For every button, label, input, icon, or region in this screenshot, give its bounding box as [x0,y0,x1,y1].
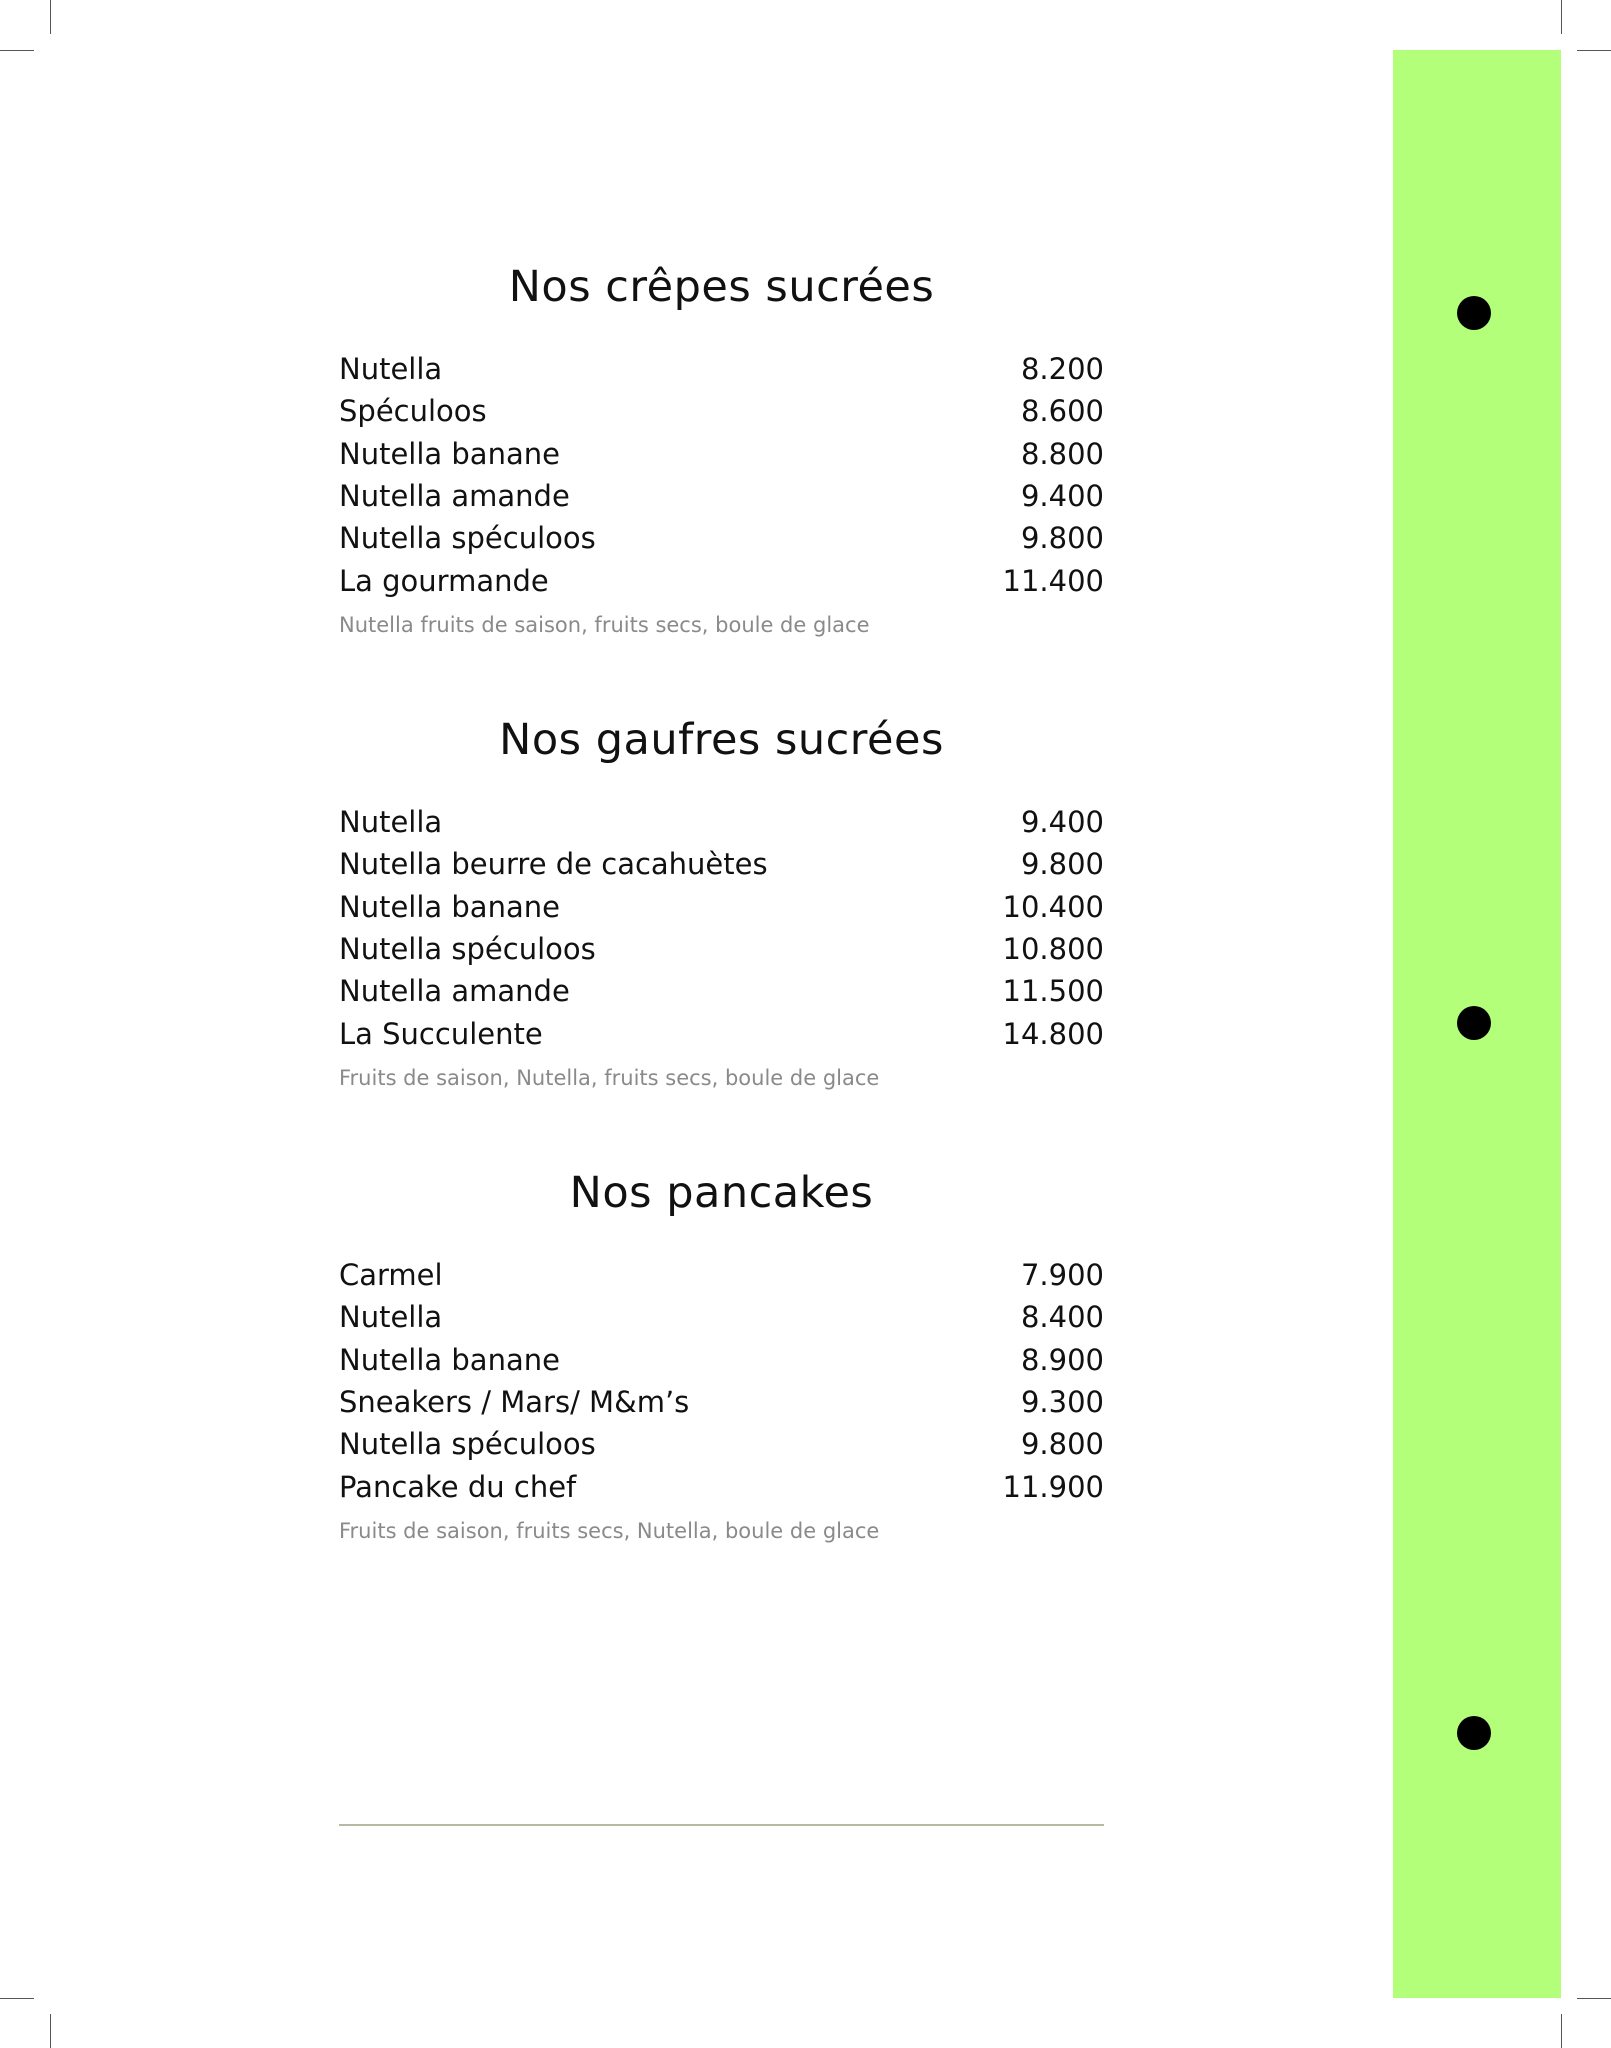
item-price: 10.400 [1002,889,1104,924]
item-name: Pancake du chef [339,1469,577,1504]
menu-item [339,1381,1104,1423]
item-price: 8.800 [1020,436,1104,471]
item-name: Nutella spéculoos [339,1427,596,1462]
section-note: Fruits de saison, Nutella, fruits secs, boule de glace [339,1065,880,1090]
item-name: Sneakers / Mars/ M&m’s [339,1384,690,1419]
menu-item [339,928,1104,970]
crop-mark-bottom-right-h [1577,1998,1611,1999]
menu-item [339,475,1104,517]
item-price: 9.800 [1020,847,1104,882]
item-name: Nutella spéculoos [339,521,596,556]
item-name: La Succulente [339,1016,543,1051]
item-name: La gourmande [339,563,549,598]
item-price: 11.400 [1002,563,1104,598]
menu-item [339,843,1104,885]
menu-item [339,1339,1104,1381]
item-name: Nutella banane [339,889,560,924]
binder-hole-top [1457,296,1491,330]
menu-item [339,1296,1104,1338]
item-price: 14.800 [1002,1016,1104,1051]
item-price: 10.800 [1002,931,1104,966]
menu-item [339,560,1104,602]
section-title: Nos crêpes sucrées [508,262,935,312]
item-price: 8.200 [1020,352,1104,386]
section-title: Nos gaufres sucrées [499,715,944,765]
menu-item [339,1013,1104,1055]
menu-item [339,433,1104,475]
menu-item [339,517,1104,559]
crop-mark-top-right-h [1577,50,1611,51]
crop-mark-top-left-h [0,50,34,51]
menu-item [339,1466,1104,1508]
item-price: 9.400 [1020,478,1104,513]
item-price: 8.400 [1020,1300,1104,1335]
item-price: 8.900 [1020,1342,1104,1377]
section-note: Nutella fruits de saison, fruits secs, boule de glace [339,612,870,637]
item-name: Nutella banane [339,1342,560,1377]
item-price: 9.800 [1020,1427,1104,1462]
item-name: Nutella banane [339,436,560,471]
item-price: 7.900 [1020,1258,1104,1292]
item-name: Nutella [339,1300,443,1335]
item-price: 9.800 [1020,521,1104,556]
item-name: Carmel [339,1258,443,1292]
crop-mark-bottom-left-v [50,2014,51,2048]
menu-item [339,1423,1104,1465]
item-name: Spéculoos [339,394,487,429]
crop-mark-bottom-right-v [1561,2014,1562,2048]
binder-hole-middle [1457,1006,1491,1040]
item-price: 11.500 [1002,974,1104,1009]
menu-item [339,970,1104,1012]
menu-item [339,390,1104,432]
item-name: Nutella [339,805,443,839]
item-price: 9.300 [1020,1384,1104,1419]
item-name: Nutella amande [339,478,570,513]
crop-mark-top-right-v [1561,0,1562,34]
item-name: Nutella spéculoos [339,931,596,966]
item-name: Nutella [339,352,443,386]
item-price: 9.400 [1020,805,1104,839]
section-title: Nos pancakes [569,1168,874,1218]
crop-mark-bottom-left-h [0,1998,34,1999]
crop-mark-top-left-v [50,0,51,34]
menu-item [339,348,1104,390]
menu-item [339,1254,1104,1296]
binder-hole-bottom [1457,1716,1491,1750]
footer-rule [339,1824,1104,1826]
item-price: 11.900 [1002,1469,1104,1504]
item-name: Nutella amande [339,974,570,1009]
menu-item [339,801,1104,843]
menu-item [339,886,1104,928]
item-name: Nutella beurre de cacahuètes [339,847,768,882]
section-note: Fruits de saison, fruits secs, Nutella, boule de glace [339,1518,880,1543]
item-price: 8.600 [1020,394,1104,429]
